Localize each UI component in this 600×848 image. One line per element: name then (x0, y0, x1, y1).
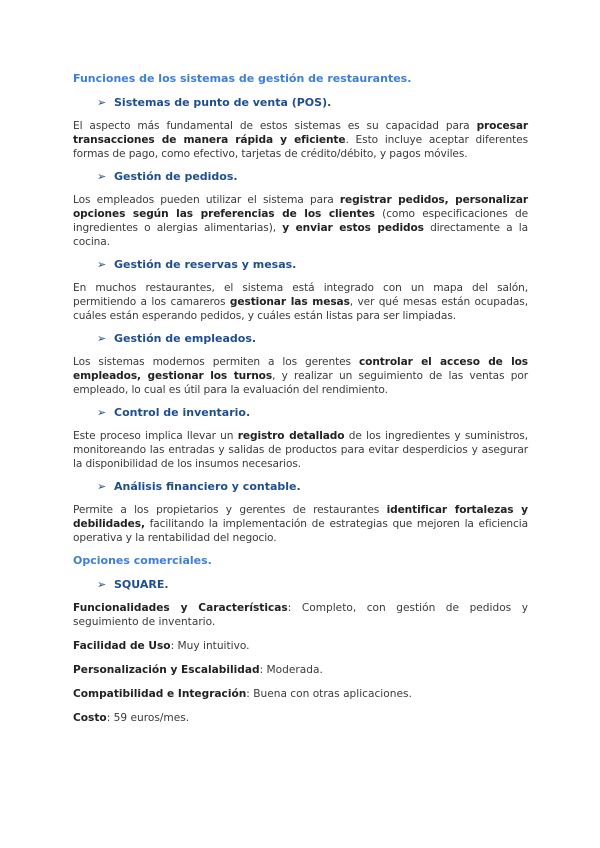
employees-heading (97, 331, 528, 347)
arrow-bullet-icon: ➢ (97, 332, 107, 345)
square-features: Funcionalidades y Características: Completo, con gestión de pedidos y seguimiento de inventario. (73, 602, 528, 628)
reservations-heading (97, 257, 528, 273)
finance-heading-text: Análisis financiero y contable. (114, 480, 301, 493)
reservations-paragraph: En muchos restaurantes, el sistema está integrado con un mapa del salón, permitiendo a los camareros gestionar las mesas, ver qué mesas están ocupadas, cuáles están esperando pedidos, y cuáles están listas para ser limpiadas. (73, 282, 528, 322)
pos-heading-text: Sistemas de punto de venta (POS). (114, 96, 332, 109)
square-heading-text: SQUARE. (114, 578, 169, 591)
square-heading (97, 577, 528, 593)
inventory-heading-text: Control de inventario. (114, 406, 251, 419)
arrow-bullet-icon: ➢ (97, 578, 107, 591)
reservations-heading-text: Gestión de reservas y mesas. (114, 258, 297, 271)
employees-paragraph: Los sistemas modernos permiten a los gerentes controlar el acceso de los empleados, gestionar los turnos, y realizar un seguimiento de las ventas por empleado, lo cual es útil para la evaluación del rendimiento. (73, 356, 529, 396)
arrow-bullet-icon: ➢ (97, 96, 107, 109)
commercial-heading: Opciones comerciales. (73, 554, 212, 567)
pos-heading (97, 95, 528, 111)
square-ease: Facilidad de Uso: Muy intuitivo. (73, 640, 250, 652)
arrow-bullet-icon: ➢ (97, 480, 107, 493)
finance-paragraph: Permite a los propietarios y gerentes de restaurantes identificar fortalezas y debilidades, facilitando la implementación de estrategias que mejoren la eficiencia operativa y la rentabilidad del negocio. (73, 504, 528, 544)
employees-heading-text: Gestión de empleados. (114, 332, 257, 345)
arrow-bullet-icon: ➢ (97, 170, 107, 183)
arrow-bullet-icon: ➢ (97, 406, 107, 419)
functions-heading: Funciones de los sistemas de gestión de restaurantes. (73, 72, 412, 85)
finance-heading (97, 479, 528, 495)
inventory-heading (97, 405, 528, 421)
document-content (73, 71, 528, 735)
orders-heading (97, 169, 528, 185)
pos-paragraph: El aspecto más fundamental de estos sistemas es su capacidad para procesar transacciones de manera rápida y eficiente. Esto incluye aceptar diferentes formas de pago, como efectivo, tarjetas de crédito/débito, y pagos móviles. (73, 120, 528, 160)
square-scalability: Personalización y Escalabilidad: Moderada. (73, 664, 323, 676)
square-compatibility: Compatibilidad e Integración: Buena con otras aplicaciones. (73, 688, 412, 700)
orders-heading-text: Gestión de pedidos. (114, 170, 238, 183)
orders-paragraph: Los empleados pueden utilizar el sistema para registrar pedidos, personalizar opciones según las preferencias de los clientes (como especificaciones de ingredientes o alergias alimentarias), y enviar estos pedidos directamente a la cocina. (73, 194, 528, 248)
arrow-bullet-icon: ➢ (97, 258, 107, 271)
square-cost: Costo: 59 euros/mes. (73, 712, 190, 724)
inventory-paragraph: Este proceso implica llevar un registro detallado de los ingredientes y suministros, monitoreando las entradas y salidas de productos para evitar desperdicios y asegurar la disponibilidad de los insumos necesarios. (73, 430, 528, 470)
